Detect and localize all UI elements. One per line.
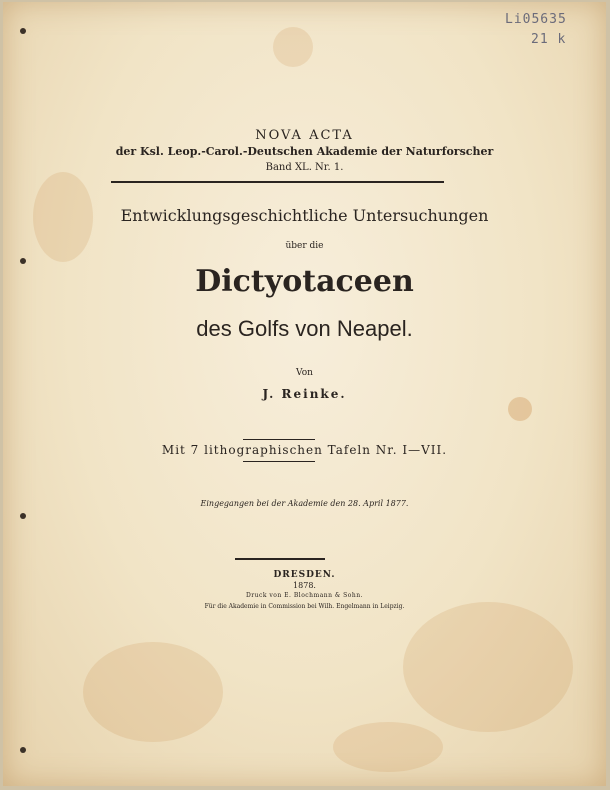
author-name: J. Reinke. bbox=[262, 387, 347, 401]
stain bbox=[333, 722, 443, 772]
plates-rule-bottom bbox=[243, 461, 315, 462]
stain bbox=[83, 642, 223, 742]
author-by: Von bbox=[296, 368, 313, 378]
binding-hole bbox=[20, 747, 26, 753]
journal-name: NOVA ACTA bbox=[255, 128, 354, 143]
plates-rule-top bbox=[243, 439, 315, 440]
imprint-rule bbox=[235, 558, 325, 560]
imprint-printer: Druck von E. Blochmann & Sohn. bbox=[245, 592, 364, 599]
header-rule bbox=[111, 181, 444, 183]
imprint-commission: Für die Akademie in Commission bei Wilh. Engelmann in Leipzig. bbox=[204, 603, 405, 610]
imprint-city: DRESDEN. bbox=[273, 570, 336, 580]
catalog-number: Li05635 bbox=[505, 12, 567, 27]
main-title: Dictyotaceen bbox=[195, 264, 414, 299]
title-line-1: Entwicklungsgeschichtliche Untersuchungen bbox=[120, 206, 489, 225]
title-page bbox=[3, 2, 606, 786]
volume-number: Band XL. Nr. 1. bbox=[265, 162, 344, 173]
title-line-4: des Golfs von Neapel. bbox=[196, 316, 413, 341]
plates-note: Mit 7 lithographischen Tafeln Nr. I—VII. bbox=[161, 443, 448, 457]
binding-hole bbox=[20, 513, 26, 519]
received-date: Eingegangen bei der Akademie den 28. April 1877. bbox=[200, 499, 409, 508]
shelf-mark: 21 k bbox=[531, 32, 567, 47]
imprint-year: 1878. bbox=[293, 581, 316, 590]
binding-hole bbox=[20, 28, 26, 34]
stain bbox=[403, 602, 573, 732]
stain bbox=[273, 27, 313, 67]
title-line-2: über die bbox=[285, 241, 324, 251]
academy-name: der Ksl. Leop.-Carol.-Deutschen Akademie der Naturforscher bbox=[115, 145, 494, 158]
